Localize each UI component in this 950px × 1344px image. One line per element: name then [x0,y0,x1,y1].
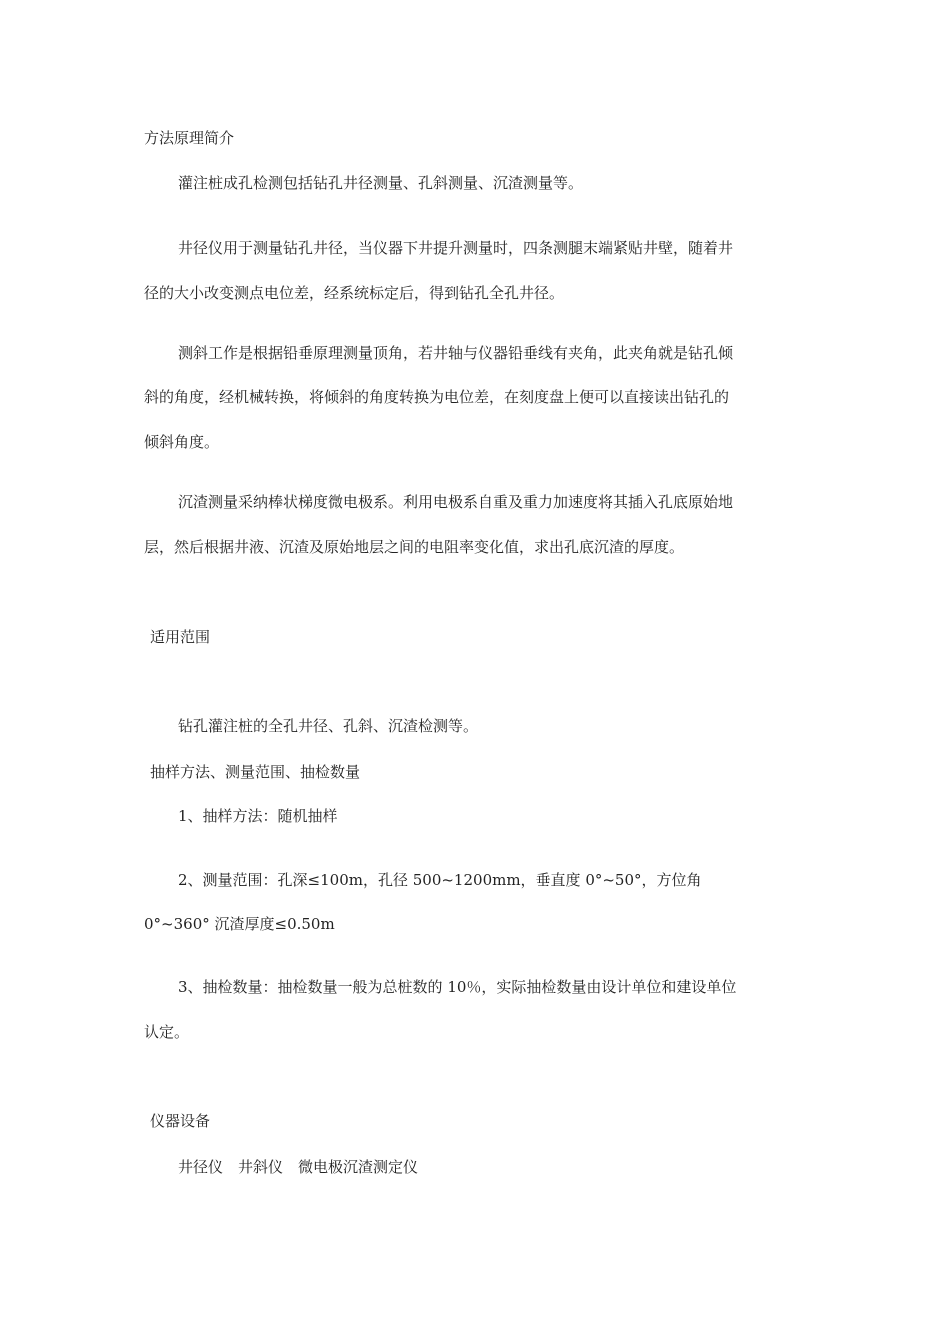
paragraph-caliper-line1: 井径仪用于测量钻孔井径，当仪器下井提升测量时，四条测腿末端紧贴井壁，随着井 [178,239,734,257]
paragraph-inclination-line1: 测斜工作是根据铅垂原理测量顶角，若井轴与仪器铅垂线有夹角，此夹角就是钻孔倾 [178,344,734,362]
list-item-range-line1: 2、测量范围：孔深≤100m，孔径 500~1200mm，垂直度 0°~50°，方位角 [178,871,702,889]
heading-equipment: 仪器设备 [150,1112,211,1130]
list-item-sampling-method: 1、抽样方法：随机抽样 [178,807,338,825]
paragraph-overview: 灌注桩成孔检测包括钻孔井径测量、孔斜测量、沉渣测量等。 [178,174,584,192]
list-item-quantity-line1: 3、抽检数量：抽检数量一般为总桩数的 10％，实际抽检数量由设计单位和建设单位 [178,978,737,996]
paragraph-sediment-line2: 层，然后根据井液、沉渣及原始地层之间的电阻率变化值，求出孔底沉渣的厚度。 [144,538,685,556]
heading-scope: 适用范围 [150,628,211,646]
list-item-quantity-line2: 认定。 [144,1023,190,1041]
paragraph-scope: 钻孔灌注桩的全孔井径、孔斜、沉渣检测等。 [178,717,479,735]
paragraph-inclination-line3: 倾斜角度。 [144,433,220,451]
heading-sampling: 抽样方法、测量范围、抽检数量 [150,763,361,781]
paragraph-equipment: 井径仪 井斜仪 微电极沉渣测定仪 [178,1158,419,1176]
paragraph-sediment-line1: 沉渣测量采纳棒状梯度微电极系。利用电极系自重及重力加速度将其插入孔底原始地 [178,493,734,511]
paragraph-caliper-line2: 径的大小改变测点电位差，经系统标定后，得到钻孔全孔井径。 [144,284,565,302]
paragraph-inclination-line2: 斜的角度，经机械转换，将倾斜的角度转换为电位差，在刻度盘上便可以直接读出钻孔的 [144,388,730,406]
list-item-range-line2: 0°~360° 沉渣厚度≤0.50m [144,915,335,933]
heading-method-principle: 方法原理简介 [144,129,235,147]
